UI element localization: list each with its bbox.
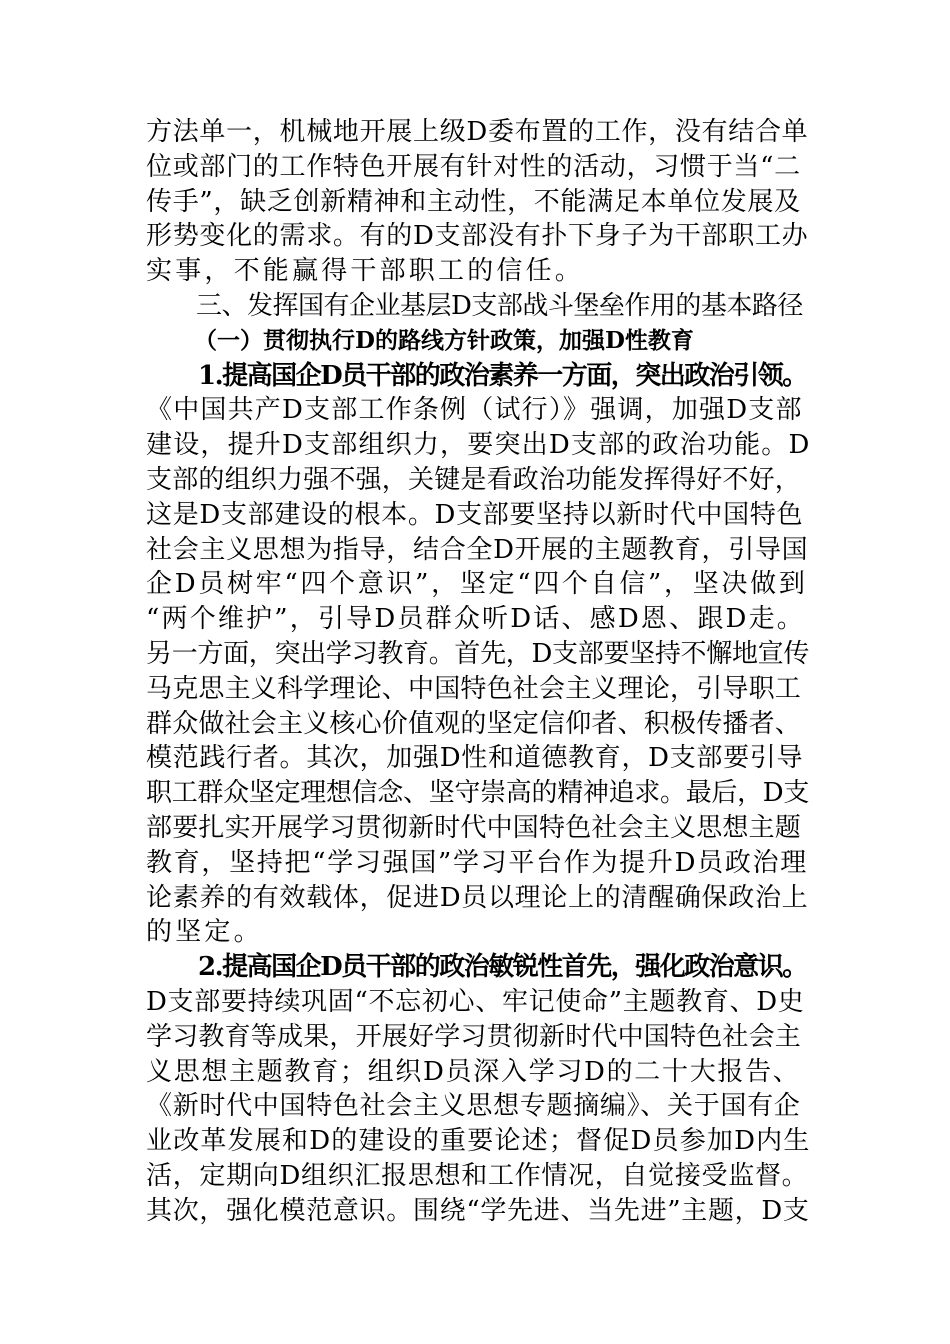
body-text-line: 职工群众坚定理想信念、坚守崇高的精神追求。最后，D支 xyxy=(146,778,810,809)
body-text-line: 《新时代中国特色社会主义思想专题摘编》、关于国有企 xyxy=(146,1091,801,1122)
body-text-line: 传手”，缺乏创新精神和主动性，不能满足本单位发展及 xyxy=(146,186,801,217)
body-text-line: 建设，提升D支部组织力，要突出D支部的政治功能。D xyxy=(146,430,811,461)
body-text-line: 业改革发展和D的建设的重要论述；督促D员参加D内生 xyxy=(146,1126,811,1157)
body-text-line: 另一方面，突出学习教育。首先，D支部要坚持不懈地宣传 xyxy=(146,639,810,669)
body-text-line: 论素养的有效载体，促进D员以理论上的清醒确保政治上 xyxy=(146,882,809,913)
body-text-line: 其次，强化模范意识。围绕“学先进、当先进”主题，D支 xyxy=(146,1195,810,1226)
body-text-line: 活，定期向D组织汇报思想和工作情况，自觉接受监督。 xyxy=(146,1161,809,1191)
body-text-line: 群众做社会主义核心价值观的坚定信仰者、积极传播者、 xyxy=(146,708,802,739)
body-text-line: 支部的组织力强不强，关键是看政治功能发挥得好不好， xyxy=(146,465,802,495)
body-text-line: D支部要持续巩固“不忘初心、牢记使命”主题教育、D史 xyxy=(146,987,805,1017)
body-text-line: 位或部门的工作特色开展有针对性的活动，习惯于当“二 xyxy=(146,151,801,182)
body-text-line: 教育，坚持把“学习强国”学习平台作为提升D员政治理 xyxy=(146,847,808,878)
body-text-line: 的坚定。 xyxy=(146,917,263,948)
body-text-line: “两个维护”，引导D员群众听D话、感D恩、跟D走。 xyxy=(146,604,805,635)
body-text-line: 义思想主题教育；组织D员深入学习D的二十大报告、 xyxy=(146,1056,801,1087)
body-text-line: 社会主义思想为指导，结合全D开展的主题教育，引导国 xyxy=(146,534,809,565)
body-text-line: 模范践行者。其次，加强D性和道德教育，D支部要引导 xyxy=(146,743,804,774)
body-text-line: 马克思主义科学理论、中国特色社会主义理论，引导职工 xyxy=(146,673,802,704)
bold-line: 1.提高国企D员干部的政治素养一方面，突出政治引领。 xyxy=(198,360,807,391)
subheading-line: （一）贯彻执行D的路线方针政策，加强D性教育 xyxy=(194,326,694,354)
body-text-line: 部要扎实开展学习贯彻新时代中国特色社会主义思想主题 xyxy=(146,813,802,843)
body-text-line: 形势变化的需求。有的D支部没有扑下身子为干部职工办 xyxy=(146,221,809,252)
body-text-line: 企D员树牢“四个意识”，坚定“四个自信”，坚决做到 xyxy=(146,569,808,600)
body-text-line: 实事，不能赢得干部职工的信任。 xyxy=(146,256,585,287)
body-text-line: 《中国共产D支部工作条例（试行）》强调，加强D支部 xyxy=(146,395,803,426)
body-text-line: 方法单一，机械地开展上级D委布置的工作，没有结合单 xyxy=(146,117,809,147)
body-text-line: 学习教育等成果，开展好学习贯彻新时代中国特色社会主 xyxy=(146,1021,802,1052)
heading-line: 三、发挥国有企业基层D支部战斗堡垒作用的基本路径 xyxy=(196,291,803,321)
bold-line: 2.提高国企D员干部的政治敏锐性首先，强化政治意识。 xyxy=(198,952,807,983)
body-text-line: 这是D支部建设的根本。D支部要坚持以新时代中国特色 xyxy=(146,499,804,530)
